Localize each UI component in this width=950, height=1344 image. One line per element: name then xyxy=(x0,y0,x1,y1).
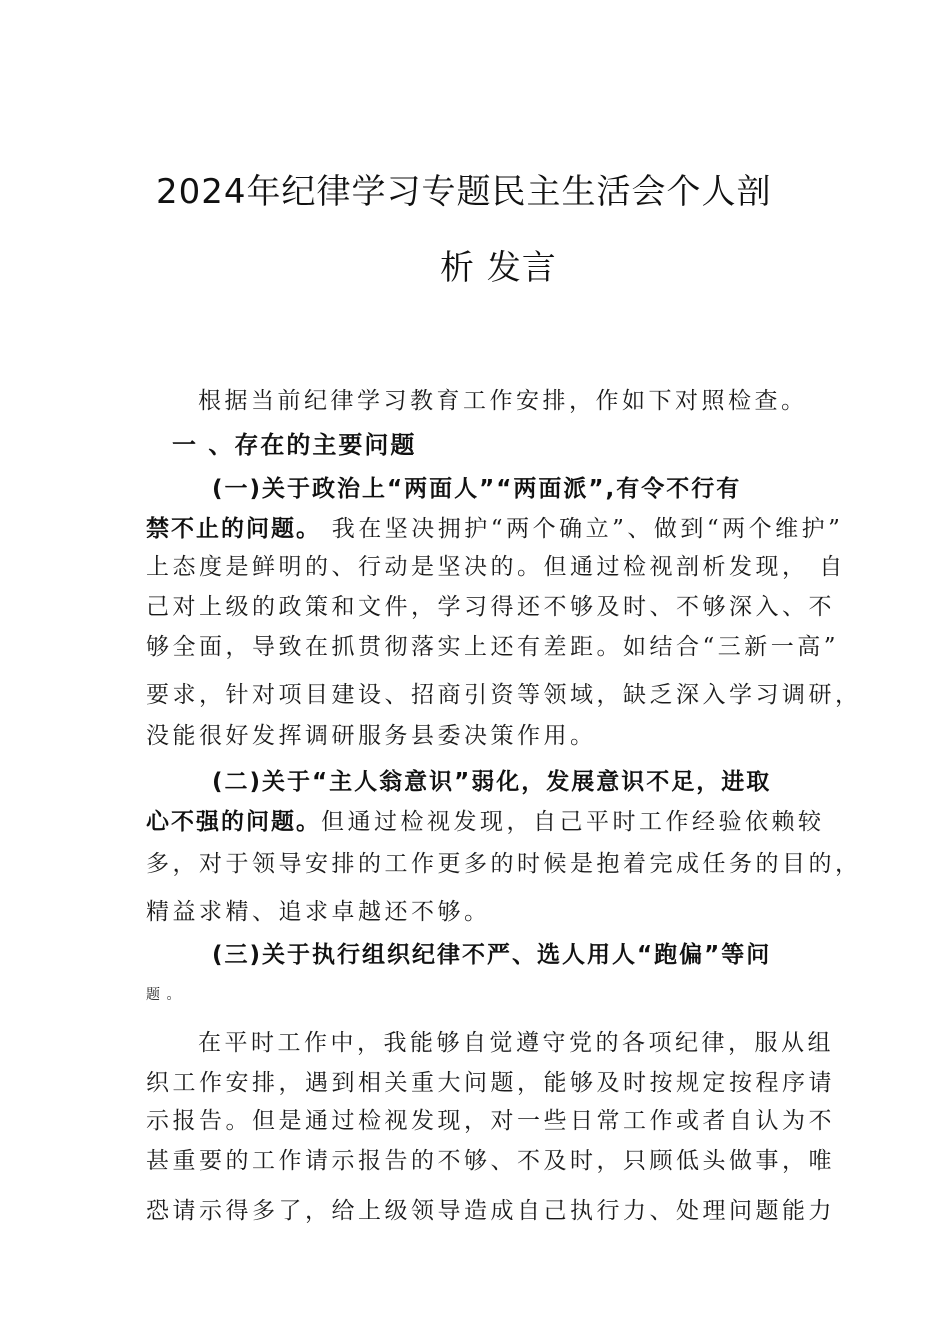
intro-paragraph: 根据当前纪律学习教育工作安排，作如下对照检查。 xyxy=(198,388,808,414)
item1-body-line2: 上态度是鲜明的、行动是坚决的。但通过检视剖析发现， 自 xyxy=(146,554,846,580)
item1-body-line3: 己对上级的政策和文件，学习得还不够及时、不够深入、不 xyxy=(146,594,835,620)
item2-body-line3: 精益求精、追求卓越还不够。 xyxy=(146,899,491,925)
item3-heading-line2: 题 。 xyxy=(146,987,182,1003)
item2-line2 xyxy=(146,803,825,836)
item2-heading-line2: 心不强的问题。 xyxy=(146,809,321,835)
item1-body-line5: 要求，针对项目建设、招商引资等领域，缺乏深入学习调研， xyxy=(146,682,862,708)
document-title-line-2: 析 发言 xyxy=(440,248,557,288)
item1-body-line6: 没能很好发挥调研服务县委决策作用。 xyxy=(146,723,597,749)
item1-body-line1: 我在坚决拥护“两个确立”、做到“两个维护” xyxy=(321,516,844,542)
item3-body-line4: 甚重要的工作请示报告的不够、不及时，只顾低头做事，唯 xyxy=(146,1148,835,1174)
item1-heading-line2: 禁不止的问题。 xyxy=(146,516,321,542)
item3-heading-line1: (三)关于执行组织纪律不严、选人用人“跑偏”等问 xyxy=(212,942,772,968)
item2-body-line2: 多，对于领导安排的工作更多的时候是抱着完成任务的目的， xyxy=(146,851,862,877)
item1-body-line4: 够全面，导致在抓贯彻落实上还有差距。如结合“三新一高” xyxy=(146,634,840,660)
document-title-line-1: 2024年纪律学习专题民主生活会个人剖 xyxy=(156,172,772,212)
item1-line2 xyxy=(146,510,843,543)
item3-body-line5: 恐请示得多了，给上级领导造成自己执行力、处理问题能力 xyxy=(146,1198,835,1224)
item2-heading-line1: (二)关于“主人翁意识”弱化，发展意识不足，进取 xyxy=(212,769,772,795)
section-heading-problems: 一 、存在的主要问题 xyxy=(172,431,417,459)
item3-body-line3: 示报告。但是通过检视发现，对一些日常工作或者自认为不 xyxy=(146,1108,835,1134)
item3-body-line2: 织工作安排，遇到相关重大问题，能够及时按规定按程序请 xyxy=(146,1070,835,1096)
item3-body-line1: 在平时工作中，我能够自觉遵守党的各项纪律，服从组 xyxy=(198,1030,834,1056)
item2-body-line1: 但通过检视发现，自己平时工作经验依赖较 xyxy=(321,809,825,835)
item1-heading-line1: (一)关于政治上“两面人”“两面派”,有令不行有 xyxy=(212,476,742,502)
